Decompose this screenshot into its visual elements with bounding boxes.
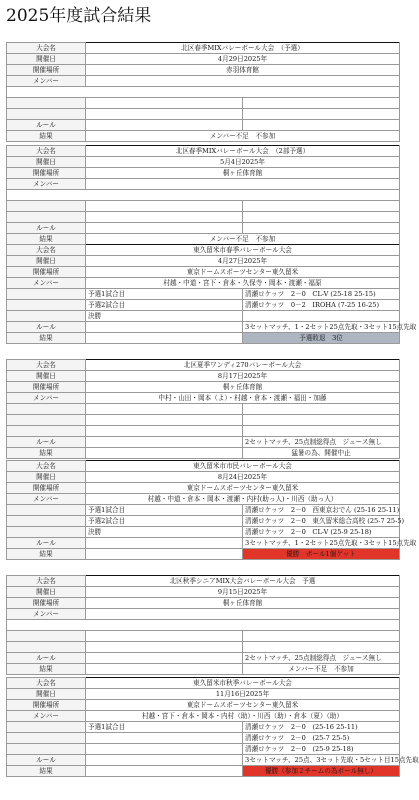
- row-name: [7, 360, 400, 371]
- label-member: メンバー: [7, 393, 86, 404]
- row-member: [7, 278, 400, 289]
- tournament-rule: 3セットマッチ、1・2セット25点先取・3セット15点先取: [243, 322, 400, 333]
- row-blank-1: [7, 87, 400, 98]
- label-taikai: 大会名: [7, 146, 86, 157]
- row-rule: [7, 755, 400, 766]
- row-blank-2: [7, 631, 400, 642]
- label-result: 結果: [7, 131, 86, 142]
- tournament-result: 猛暑の為、開催中止: [243, 448, 400, 459]
- row-result: [7, 234, 400, 245]
- tournament-venue: 赤羽体育館: [86, 65, 400, 76]
- label-result: 結果: [7, 549, 86, 560]
- label-date: 開催日: [7, 587, 86, 598]
- label-date: 開催日: [7, 689, 86, 700]
- match-round: 予選1試合目: [86, 505, 243, 516]
- row-name: [7, 245, 400, 256]
- label-venue: 開催場所: [7, 598, 86, 609]
- label-member: メンバー: [7, 179, 86, 190]
- row-blank-2: [7, 415, 400, 426]
- match-score: 清瀬ロケッツ 2－0 (25-9 25-18): [243, 744, 400, 755]
- row-blank-2: [7, 98, 400, 109]
- tournament-venue: 東京ドームスポーツセンター東久留米: [86, 267, 400, 278]
- match-round: 予選2試合目: [86, 300, 243, 311]
- match-row-2: [7, 516, 400, 527]
- tournament-members: 中村・山田・岡本（よ）・村越・倉本・渡瀬・福田・加藤: [86, 393, 400, 404]
- tournament-table-2: [6, 145, 400, 245]
- match-row-3: [7, 311, 400, 322]
- tournament-result: メンバー不足 不参加: [86, 234, 400, 245]
- tournament-name: 北区秋季シニアMIX大会バレーボール大会 予選: [86, 576, 400, 587]
- row-name: [7, 576, 400, 587]
- tournament-result: 優勝 ボール1個ゲット: [243, 549, 400, 560]
- match-score: [243, 311, 400, 322]
- tournament-table-4: [6, 359, 400, 459]
- tournament-members: 村越・宮下・倉本・岡本・内村（助）・川西（助）・倉本（夏）（助）: [86, 711, 400, 722]
- match-score: 清瀬ロケッツ 2－0 東久留米総合高校 (25-7 25-5): [243, 516, 400, 527]
- match-row-3: [7, 744, 400, 755]
- tournament-date: 8月17日2025年: [86, 371, 400, 382]
- row-venue: [7, 598, 400, 609]
- label-taikai: 大会名: [7, 576, 86, 587]
- row-venue: [7, 65, 400, 76]
- row-venue: [7, 168, 400, 179]
- label-member: メンバー: [7, 278, 86, 289]
- row-venue: [7, 382, 400, 393]
- row-result: [7, 766, 400, 777]
- row-member: [7, 711, 400, 722]
- match-score: 清瀬ロケッツ 2－0 西東京おでん (25-16 25-11): [243, 505, 400, 516]
- row-result: [7, 448, 400, 459]
- tournament-venue: 桐ヶ丘体育館: [86, 598, 400, 609]
- tournament-result: メンバー不足 不参加: [243, 664, 400, 675]
- tournament-venue: 桐ヶ丘体育館: [86, 168, 400, 179]
- label-member: メンバー: [7, 494, 86, 505]
- match-round: 予選1試合目: [86, 289, 243, 300]
- tournament-date: 4月27日2025年: [86, 256, 400, 267]
- row-blank-3: [7, 212, 400, 223]
- row-rule: [7, 437, 400, 448]
- row-blank-1: [7, 620, 400, 631]
- match-score: 清瀬ロケッツ 2－0 (25-7 25-5): [243, 733, 400, 744]
- tournament-rule: [243, 120, 400, 131]
- label-rule: ルール: [7, 755, 86, 766]
- row-venue: [7, 267, 400, 278]
- blank-cell: [7, 87, 400, 98]
- tournament-name: 北区春季MIXバレーボール大会 （2部予選）: [86, 146, 400, 157]
- tournament-date: 8月24日2025年: [86, 472, 400, 483]
- match-row-1: [7, 289, 400, 300]
- row-member: [7, 76, 400, 87]
- row-blank-1: [7, 404, 400, 415]
- label-date: 開催日: [7, 472, 86, 483]
- label-taikai: 大会名: [7, 678, 86, 689]
- tournament-date: 9月15日2025年: [86, 587, 400, 598]
- tournament-members: [86, 179, 400, 190]
- label-date: 開催日: [7, 256, 86, 267]
- label-venue: 開催場所: [7, 382, 86, 393]
- label-result: 結果: [7, 766, 86, 777]
- label-taikai: 大会名: [7, 461, 86, 472]
- tournament-venue: 桐ヶ丘体育館: [86, 382, 400, 393]
- tournament-result: 優勝（参加２チームの為ボール無し）: [243, 766, 400, 777]
- label-taikai: 大会名: [7, 245, 86, 256]
- label-date: 開催日: [7, 157, 86, 168]
- match-round: 決勝: [86, 311, 243, 322]
- tournament-rule: 3セットマッチ、25点、3セット先取・5セット目15点先取: [243, 755, 400, 766]
- tournament-rule: 2セットマッチ、25点制総得点 ジュース無し: [243, 437, 400, 448]
- label-taikai: 大会名: [7, 43, 86, 54]
- label-rule: ルール: [7, 437, 86, 448]
- label-venue: 開催場所: [7, 700, 86, 711]
- row-rule: [7, 538, 400, 549]
- tournament-result: メンバー不足 不参加: [86, 131, 400, 142]
- row-date: [7, 689, 400, 700]
- tournament-name: 北区夏季ワンディ270バレーボール大会: [86, 360, 400, 371]
- label-result: 結果: [7, 234, 86, 245]
- match-round: [86, 733, 243, 744]
- row-member: [7, 393, 400, 404]
- row-rule: [7, 653, 400, 664]
- match-round: 予選2試合目: [86, 516, 243, 527]
- page-title: 2025年度試合結果: [6, 6, 152, 26]
- label-rule: ルール: [7, 538, 86, 549]
- row-date: [7, 371, 400, 382]
- row-blank-1: [7, 190, 400, 201]
- match-score: 清瀬ロケッツ 2－0 CL-V (25-9 25-18): [243, 527, 400, 538]
- tournament-venue: 東京ドームスポーツセンター東久留米: [86, 483, 400, 494]
- tournament-members: 村越・中道・宮下・倉本・久保寺・岡本・渡瀬・福原: [86, 278, 400, 289]
- tournament-rule: 3セットマッチ、1・2セット25点先取・3セット15点先取: [243, 538, 400, 549]
- row-venue: [7, 700, 400, 711]
- match-score: 清瀬ロケッツ 2－0 (25-16 25-11): [243, 722, 400, 733]
- match-score: 清瀬ロケッツ 0－2 IROHA (7-25 16-25): [243, 300, 400, 311]
- tournament-table-3: [6, 244, 417, 344]
- tournament-table-6: [6, 575, 400, 675]
- row-member: [7, 179, 400, 190]
- tournament-members: [86, 609, 400, 620]
- tournament-members: [86, 76, 400, 87]
- label-taikai: 大会名: [7, 360, 86, 371]
- label-venue: 開催場所: [7, 483, 86, 494]
- label-venue: 開催場所: [7, 267, 86, 278]
- row-result: [7, 549, 400, 560]
- tournament-date: 4月29日2025年: [86, 54, 400, 65]
- row-blank-3: [7, 109, 400, 120]
- label-member: メンバー: [7, 609, 86, 620]
- match-round: 決勝: [86, 527, 243, 538]
- row-result: [7, 131, 400, 142]
- tournament-date: 5月4日2025年: [86, 157, 400, 168]
- tournament-members: 村越・中道・倉本・岡本・渡瀬・内村(助っ人)・川西（助っ人）: [86, 494, 400, 505]
- label-member: メンバー: [7, 76, 86, 87]
- row-name: [7, 43, 400, 54]
- match-score: 清瀬ロケッツ 2－0 CL-V (25-18 25-15): [243, 289, 400, 300]
- label-venue: 開催場所: [7, 168, 86, 179]
- row-result: [7, 664, 400, 675]
- row-blank-3: [7, 642, 400, 653]
- label-result: 結果: [7, 448, 86, 459]
- match-row-1: [7, 722, 400, 733]
- row-result: [7, 333, 400, 344]
- row-name: [7, 461, 400, 472]
- row-member: [7, 609, 400, 620]
- row-rule: [7, 322, 400, 333]
- tournament-table-7: [6, 677, 419, 777]
- tournament-table-1: [6, 42, 400, 142]
- label-rule: ルール: [7, 120, 86, 131]
- tournament-rule: [243, 223, 400, 234]
- row-rule: [7, 223, 400, 234]
- label-rule: ルール: [7, 653, 86, 664]
- match-row-3: [7, 527, 400, 538]
- tournament-name: 北区春季MIXバレーボール大会 （予選）: [86, 43, 400, 54]
- row-date: [7, 472, 400, 483]
- tournament-date: 11月16日2025年: [86, 689, 400, 700]
- match-round: 予選1試合目: [86, 722, 243, 733]
- row-date: [7, 256, 400, 267]
- label-rule: ルール: [7, 223, 86, 234]
- label-result: 結果: [7, 664, 86, 675]
- match-row-2: [7, 300, 400, 311]
- tournament-rule: 2セットマッチ、25点制総得点 ジュース無し: [243, 653, 400, 664]
- row-name: [7, 678, 400, 689]
- row-date: [7, 157, 400, 168]
- label-date: 開催日: [7, 371, 86, 382]
- label-venue: 開催場所: [7, 65, 86, 76]
- label-result: 結果: [7, 333, 86, 344]
- row-member: [7, 494, 400, 505]
- label-rule: ルール: [7, 322, 86, 333]
- label-date: 開催日: [7, 54, 86, 65]
- tournament-name: 東久留米市春季バレーボール大会: [86, 245, 400, 256]
- label-member: メンバー: [7, 711, 86, 722]
- row-name: [7, 146, 400, 157]
- tournament-name: 東久留米市市民バレーボール大会: [86, 461, 400, 472]
- row-blank-3: [7, 426, 400, 437]
- tournament-venue: 東京ドームスポーツセンター東久留米: [86, 700, 400, 711]
- match-row-1: [7, 505, 400, 516]
- row-date: [7, 54, 400, 65]
- row-rule: [7, 120, 400, 131]
- match-row-2: [7, 733, 400, 744]
- row-blank-2: [7, 201, 400, 212]
- row-venue: [7, 483, 400, 494]
- tournament-table-5: [6, 460, 417, 560]
- tournament-result: 予選敗退 3位: [243, 333, 400, 344]
- tournament-name: 東久留米市秋季バレーボール大会: [86, 678, 400, 689]
- row-date: [7, 587, 400, 598]
- match-round: [86, 744, 243, 755]
